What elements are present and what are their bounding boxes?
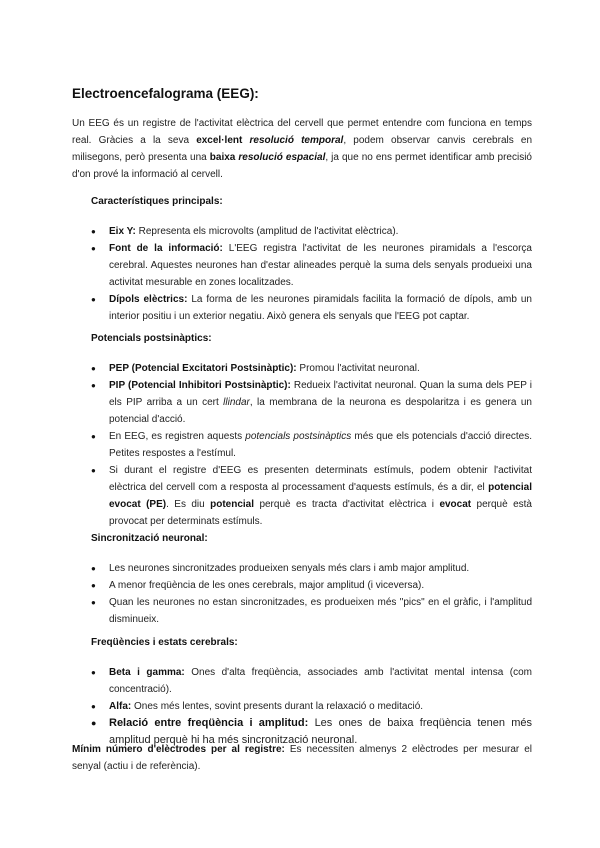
item-label: Eix Y: bbox=[109, 226, 136, 237]
item-italic: potencials postsinàptics bbox=[245, 431, 352, 442]
list-item bbox=[91, 360, 532, 377]
section-heading: Característiques principals: bbox=[91, 196, 223, 207]
item-italic: llindar bbox=[223, 397, 250, 408]
section-heading: Freqüències i estats cerebrals: bbox=[91, 637, 238, 648]
item-label: PIP (Potencial Inhibitori Postsinàptic): bbox=[109, 380, 291, 391]
list-item bbox=[91, 240, 532, 291]
page-title: Electroencefalograma (EEG): bbox=[72, 86, 259, 101]
list-item bbox=[91, 377, 532, 428]
item-bold: evocat bbox=[439, 499, 472, 510]
item-text: Representa els microvolts (amplitud de l'activitat elèctrica). bbox=[135, 226, 399, 237]
item-text: Ones més lentes, sovint presents durant la relaxació o meditació. bbox=[131, 701, 424, 712]
list-item bbox=[91, 291, 532, 325]
intro-emphasis: resolució temporal bbox=[249, 135, 344, 146]
item-text: Si durant el registre d'EEG es presenten determinats estímuls, podem obtenir l'activitat elèctrica del cervell com a resposta al processament d'aquests estímuls, és a dir, el bbox=[109, 465, 532, 493]
item-label: PEP (Potencial Excitatori Postsinàptic): bbox=[109, 363, 297, 374]
potentials-section bbox=[91, 330, 532, 530]
item-text: En EEG, es registren aquests bbox=[109, 431, 246, 442]
item-label: Relació entre freqüència i amplitud: bbox=[109, 717, 309, 729]
frequencies-section bbox=[91, 634, 532, 749]
intro-emphasis: resolució espacial bbox=[238, 152, 326, 163]
item-label: Font de la informació: bbox=[109, 243, 223, 254]
bullet-list bbox=[91, 664, 532, 749]
list-item bbox=[91, 664, 532, 698]
item-label: Alfa: bbox=[109, 701, 132, 712]
bullet-list bbox=[91, 560, 532, 628]
item-label: Dípols elèctrics: bbox=[109, 294, 188, 305]
item-label: Beta i gamma: bbox=[109, 667, 185, 678]
item-text: Redueix l'activitat neuronal. Quan la suma dels PEP i els PIP arriba a un cert bbox=[109, 380, 532, 408]
list-item bbox=[91, 698, 532, 715]
item-bold: potencial bbox=[210, 499, 255, 510]
item-text: L'EEG registra l'activitat de les neurones piramidals a l'escorça cerebral. Aquestes neurones han d'estar alineades perquè la suma dels senyals produeixi una activitat mesurable en zones localitzades. bbox=[109, 243, 532, 288]
footer-text: Es necessiten almenys 2 elèctrodes per mesurar el senyal (actiu i de referència). bbox=[72, 744, 533, 772]
bullet-list bbox=[91, 223, 532, 325]
characteristics-section bbox=[91, 193, 532, 325]
list-item bbox=[91, 428, 532, 462]
item-text: . Es diu bbox=[166, 499, 211, 510]
item-text: Ones d'alta freqüència, associades amb l'activitat mental intensa (com concentració). bbox=[109, 667, 532, 695]
list-item: ● A menor freqüència de les ones cerebrals, major amplitud (i viceversa). bbox=[91, 577, 532, 594]
intro-text: Un EEG és un registre de l'activitat elèctrica del cervell que permet entendre com funciona en temps real. Gràcies a la seva bbox=[72, 118, 532, 146]
item-text: Les ones de baixa freqüència tenen més amplitud perquè hi ha més sincronització neuronal. bbox=[109, 717, 532, 746]
footer-label: Mínim número d'elèctrodes per al registre: bbox=[72, 744, 285, 755]
item-text: més que els potencials d'acció directes. Petites respostes a l'estímul. bbox=[109, 431, 532, 459]
sync-section bbox=[91, 530, 532, 628]
item-text: perquè està provocat per determinats estímuls. bbox=[109, 499, 532, 527]
item-text: La forma de les neurones piramidals facilita la formació de dípols, amb un interior positiu i un exterior negatiu. Això genera els senyals que l'EEG pot captar. bbox=[109, 294, 532, 322]
item-text: Promou l'activitat neuronal. bbox=[296, 363, 420, 374]
list-item: ● Les neurones sincronitzades produeixen senyals més clars i amb major amplitud. bbox=[91, 560, 532, 577]
section-heading: Sincronització neuronal: bbox=[91, 533, 208, 544]
intro-emphasis: baixa bbox=[209, 152, 239, 163]
intro-emphasis: excel·lent bbox=[196, 135, 250, 146]
intro-text: , ja que no ens permet identificar amb precisió d'on prové la informació al cervell. bbox=[72, 152, 532, 180]
item-text: perquè es tracta d'activitat elèctrica i bbox=[254, 499, 440, 510]
bullet-list bbox=[91, 360, 532, 530]
electrodes-paragraph bbox=[72, 741, 532, 775]
item-text: , la membrana de la neurona es despolaritza i es genera un potencial d'acció. bbox=[109, 397, 532, 425]
intro-paragraph bbox=[72, 115, 532, 183]
list-item bbox=[91, 462, 532, 530]
item-bold: potencial evocat (PE) bbox=[109, 482, 532, 510]
list-item: ● Quan les neurones no estan sincronitzades, es produeixen més "pics" en el gràfic, i l'amplitud disminueix. bbox=[91, 594, 532, 628]
list-item bbox=[91, 223, 532, 240]
section-heading: Potencials postsinàptics: bbox=[91, 333, 212, 344]
intro-text: , podem observar canvis cerebrals en milisegons, però presenta una bbox=[72, 135, 533, 163]
